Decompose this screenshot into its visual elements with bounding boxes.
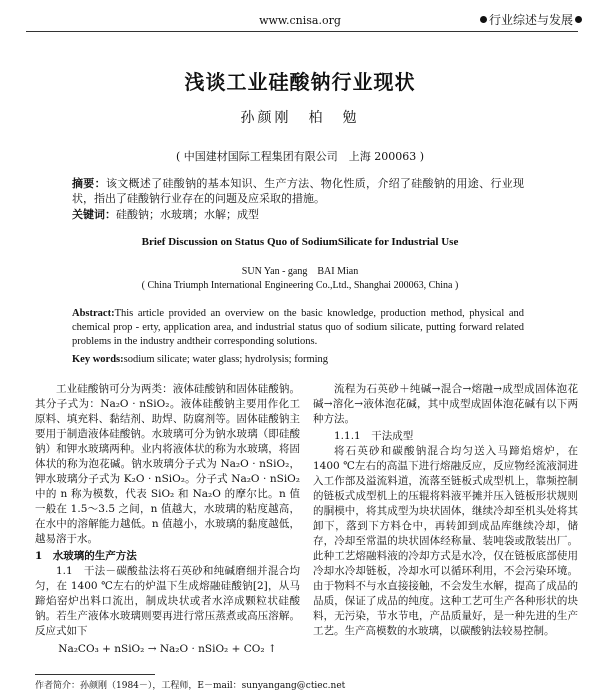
abstract-en (72, 307, 524, 349)
section-header (480, 11, 582, 28)
body-paragraph: 将石英砂和碳酸钠混合均匀送入马蹄焰熔炉，在 1400 ℃左右的高温下进行熔融反应，反应物经流液洞进入工作部及溢流料道，流落至链板式成型机上，靠频控制的链板式成型机上的压辊将料液平摊并压入链板形状规则的胴模中，将其成型为块状固体，继续冷却至机头处将其卸下，落到下方料仓中，再转卸到成品库继续冷却，储存，冷却至常温的块状固体经称量、装吨袋或散装出厂。此种工艺熔融料液的冷却方式是水冷，仅在链板底部使用冷却水冷却链板，冷却水可以循环利用，不会污染环境。由于物料不与水直接接触，不会发生水解，提高了成品的品质，保证了成品的纯度。这种工艺可生产各种形状的块料，无污染，节水节电，产品质量好，是一种先进的生产工艺。生产高模数的水玻璃，以碳酸钠法较易控制。 (313, 445, 578, 637)
paper-authors: 孙颜刚 柏 勉 (240, 110, 360, 126)
abstract-cn (72, 176, 524, 206)
left-column (35, 382, 300, 657)
section-heading: 1 水玻璃的生产方法 (35, 550, 137, 562)
header-rule (26, 31, 578, 32)
right-column (313, 382, 578, 639)
site-url: www.cnisa.org (259, 14, 341, 27)
keywords-en (72, 354, 524, 365)
paper-affiliation: ( 中国建材国际工程集团有限公司 上海 200063 ) (175, 150, 425, 163)
section-label: 行业综述与发展 (488, 13, 573, 27)
body-paragraph: 工业硅酸钠可分为两类：液体硅酸钠和固体硅酸钠。其分子式为：Na₂O · nSiO₂。液体硅酸钠主要用作化工原料、填充料、黏结剂、助焊、防腐剂等。固体硅酸钠主要用于制造液体硅酸钠。水玻璃可分为钠水玻璃（即硅酸钠）和钾水玻璃两种。业内将液体状的称为水玻璃，将固体状的称为泡花碱。钠水玻璃分子式为 Na₂O · nSiO₂，钾水玻璃分子式为 K₂O · nSiO₂。分子式 Na₂O · nSiO₂ 中的 n 称为模数，代表 SiO₂ 和 Na₂O 的摩尔比。n 值一般在 1.5～3.5 之间，n 值越大，水玻璃的粘度越高，在水中的溶解能力越低。n 值越小，水玻璃的黏度越低，越易溶于水。 (35, 383, 300, 545)
english-title: Brief Discussion on Status Quo of SodiumSilicate for Industrial Use (141, 236, 459, 248)
bullet-icon (480, 16, 487, 23)
english-affiliation: ( China Triumph International Engineering Co.,Ltd., Shanghai 200063, China ) (141, 280, 459, 291)
abstract-text: 该文概述了硅酸钠的基本知识、生产方法、物化性质，介绍了硅酸钠的用途、行业现状，指出了硅酸钠行业存在的问题及应采取的措施。 (72, 177, 525, 205)
paper-title: 浅谈工业硅酸钠行业现状 (184, 70, 416, 94)
author-footnote: 作者简介：孙颜刚（1984－），工程师，E－mail：sunyangang@ctiec.net (35, 681, 346, 691)
body-paragraph: 1.1 干法－碳酸盐法将石英砂和纯碱磨细并混合均匀，在 1400 ℃左右的炉温下生成熔融硅酸钠[2]，从马蹄焰窑炉出料口流出，制成块状或者水淬成颗粒状硅酸钠。若生产液体水玻璃则要再进行常压蒸煮或高压溶解。反应式如下 (35, 565, 300, 637)
en-abstract-label: Abstract: (72, 308, 115, 319)
footnote-rule (35, 674, 155, 675)
en-abstract-text: This article provided an overview on the basic knowledge, production method, physical and chemical prop - erty, application area, and industrial status quo of sodium silicate, putting forward related problems in the industry andtheir corresponding solutions. (72, 308, 524, 347)
subsection-heading: 1.1.1 干法成型 (334, 430, 414, 442)
bullet-icon (575, 16, 582, 23)
abstract-label: 摘要： (72, 177, 106, 190)
keywords-cn (72, 206, 524, 222)
english-authors: SUN Yan - gang BAI Mian (241, 266, 359, 277)
keywords-label: 关键词： (72, 208, 116, 221)
en-keywords-label: Key words: (72, 354, 124, 365)
keywords-text: 硅酸钠；水玻璃；水解；成型 (116, 208, 259, 221)
body-paragraph: 流程为石英砂＋纯碱→混合→熔融→成型成固体泡花碱→溶化→液体泡花碱，其中成型成固体泡花碱有以下两种方法。 (313, 383, 578, 425)
reaction-equation: Na₂CO₃ + nSiO₂ → Na₂O · nSiO₂ + CO₂ ↑ (58, 643, 277, 655)
en-keywords-text: sodium silicate; water glass; hydrolysis; forming (123, 354, 329, 365)
